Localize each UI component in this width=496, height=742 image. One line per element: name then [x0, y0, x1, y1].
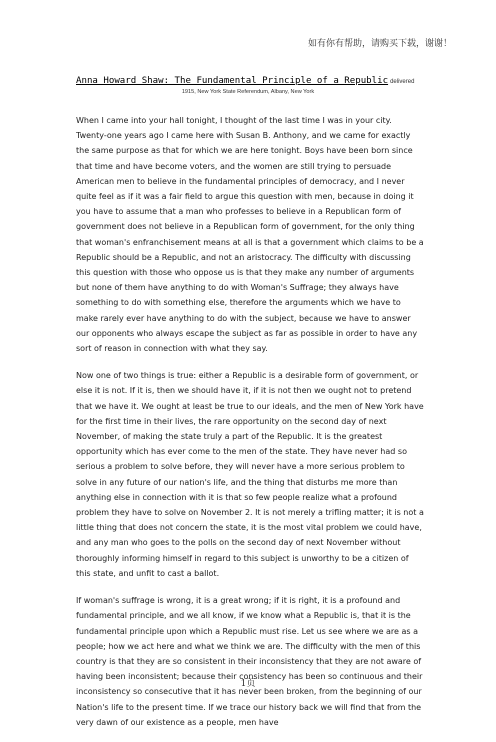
title-suffix: delivered	[390, 79, 415, 85]
page-number: 1页	[240, 679, 256, 689]
header-note: 如有你有帮助，请购买下载，谢谢！	[307, 39, 452, 49]
title-line	[76, 68, 476, 87]
document-title: Anna Howard Shaw: The Fundamental Principle of a Republic	[76, 76, 389, 86]
paragraph: If woman's suffrage is wrong, it is a great wrong; if it is right, it is a profound and fundamental principle, and we all know, if we know what a Republic is, that it is the fundamental principle upon which a Republic must rise. Let us see where we are as a people; how we act here and what we think we are. The difficulty with the men of this country is that they are so consistent in their inconsistency that they are not aware of having been inconsistent; because their consistency has been so continuous and their inconsistency so consecutive that it has never been broken, from the beginning of our Nation's life to the present time. If we trace our history back we will find that from the very dawn of our existence as a people, men have	[76, 596, 423, 727]
body-text	[76, 113, 424, 742]
paragraph: Now one of two things is true: either a Republic is a desirable form of government, or else it is not. If it is, then we should have it, if it is not then we ought not to pretend that we have it. We ought at least be true to our ideals, and the men of New York have for the first time in their lives, the rare opportunity on the second day of next November, of making the state truly a part of the Republic. It is the greatest opportunity which has ever come to the men of the state. They have never had so serious a problem to solve before, they will never have a more serious problem to solve in any future of our nation's life, and the thing that disturbs me more than anything else in connection with it is that so few people realize what a profound problem they have to solve on November 2. It is not merely a trifling matter; it is not a little thing that does not concern the state, it is the most vital problem we could have, and any man who goes to the polls on the second day of next November without thoroughly informing himself in regard to this subject is unworthy to be a citizen of this state, and unfit to cast a ballot.	[76, 371, 424, 578]
document-subtitle: 1915, New York State Referendum, Albany, New York	[181, 89, 315, 95]
paragraph: When I came into your hall tonight, I thought of the last time I was in your city. Twenty-one years ago I came here with Susan B. Anthony, and we came for exactly the same purpose as that for which we are here tonight. Boys have been born since that time and have become voters, and the women are still trying to persuade American men to believe in the fundamental principles of democracy, and I never quite feel as if it was a fair field to argue this question with men, because in doing it you have to assume that a man who professes to believe in a Republican form of government does not believe in a Republican form of government, for the only thing that woman's enfranchisement means at all is that a government which claims to be a Republic should be a Republic, and not an aristocracy. The difficulty with discussing this question with those who oppose us is that they make any number of arguments but none of them have anything to do with Woman's Suffrage; they always have something to do with something else, therefore the arguments which we have to make rarely ever have anything to do with the subject, because we have to answer our opponents who always escape the subject as far as possible in order to have any sort of reason in connection with what they say.	[76, 116, 424, 354]
